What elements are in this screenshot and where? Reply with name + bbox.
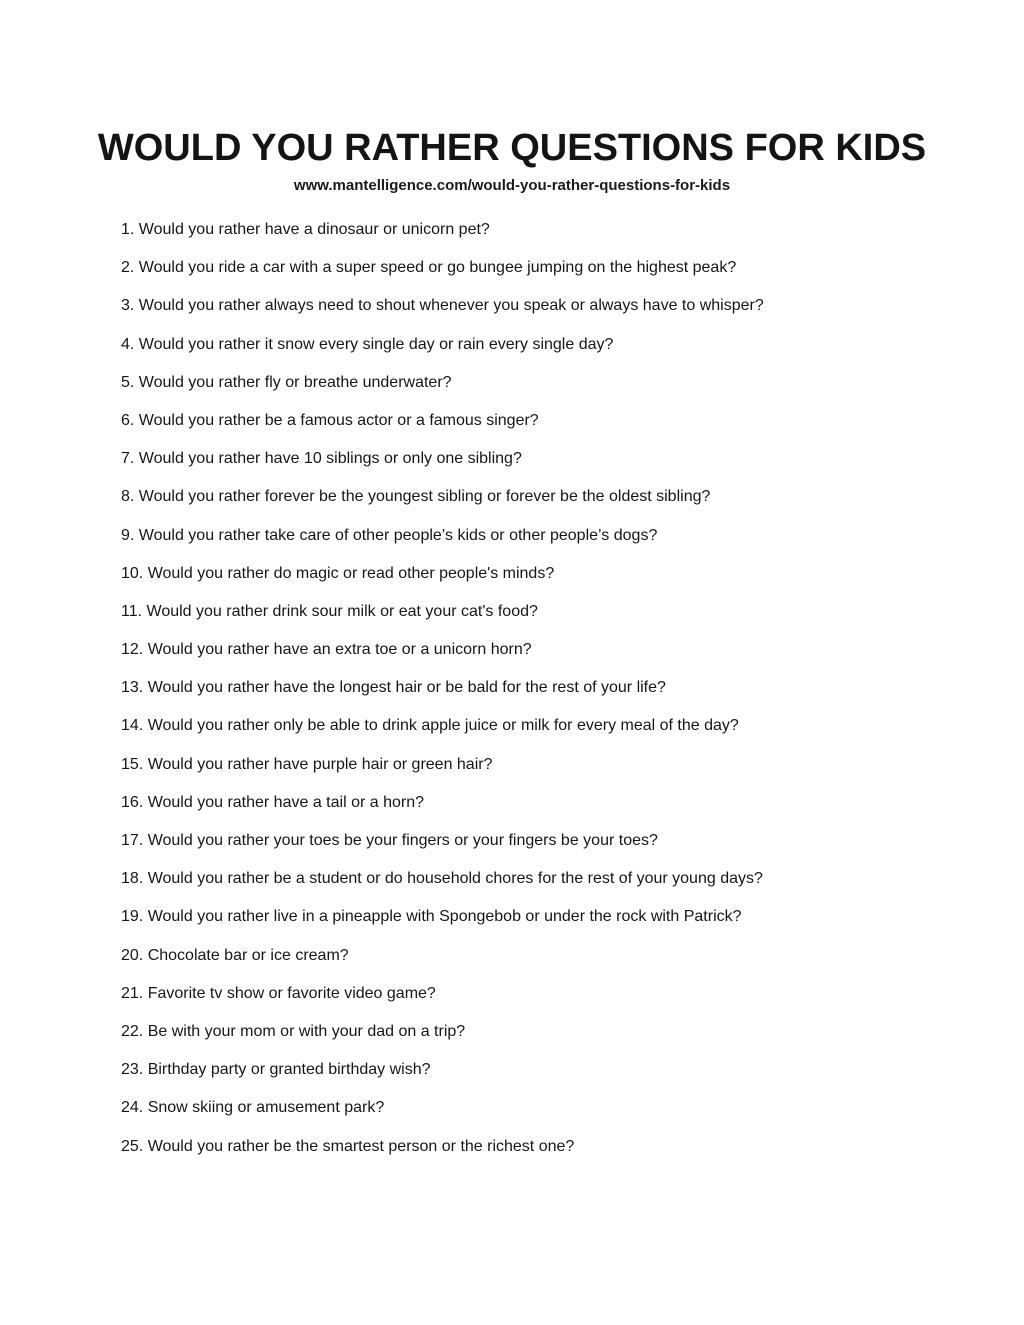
question-item: 4. Would you rather it snow every single day or rain every single day? — [121, 335, 614, 353]
question-item: 9. Would you rather take care of other people’s kids or other people’s dogs? — [121, 526, 658, 544]
question-item: 17. Would you rather your toes be your fingers or your fingers be your toes? — [121, 832, 658, 849]
question-item: 11. Would you rather drink sour milk or eat your cat's food? — [121, 602, 538, 620]
question-item: 8. Would you rather forever be the youngest sibling or forever be the oldest sibling? — [121, 488, 711, 506]
question-item: 16. Would you rather have a tail or a horn? — [121, 793, 424, 811]
question-item: 22. Be with your mom or with your dad on a trip? — [121, 1022, 466, 1040]
question-item: 1. Would you rather have a dinosaur or unicorn pet? — [121, 221, 490, 238]
question-item: 20. Chocolate bar or ice cream? — [121, 946, 349, 964]
question-item: 7. Would you rather have 10 siblings or only one sibling? — [121, 450, 522, 468]
question-list — [121, 219, 764, 1174]
question-item: 23. Birthday party or granted birthday wish? — [121, 1061, 431, 1079]
question-item: 15. Would you rather have purple hair or green hair? — [121, 755, 493, 773]
question-item: 2. Would you ride a car with a super speed or go bungee jumping on the highest peak? — [121, 259, 737, 277]
question-item: 19. Would you rather live in a pineapple with Spongebob or under the rock with Patrick? — [121, 908, 742, 926]
question-item: 3. Would you rather always need to shout whenever you speak or always have to whisper? — [121, 297, 764, 315]
question-item: 6. Would you rather be a famous actor or a famous singer? — [121, 411, 539, 429]
question-item: 24. Snow skiing or amusement park? — [121, 1099, 385, 1117]
question-item: 12. Would you rather have an extra toe or a unicorn horn? — [121, 641, 532, 659]
question-item: 10. Would you rather do magic or read other people's minds? — [121, 564, 555, 582]
question-item: 14. Would you rather only be able to drink apple juice or milk for every meal of the day? — [121, 717, 739, 735]
question-item: 25. Would you rather be the smartest person or the richest one? — [121, 1137, 575, 1155]
source-url: www.mantelligence.com/would-you-rather-questions-for-kids — [293, 177, 731, 194]
question-item: 13. Would you rather have the longest hair or be bald for the rest of your life? — [121, 679, 666, 697]
question-item: 21. Favorite tv show or favorite video game? — [121, 984, 436, 1002]
question-item: 18. Would you rather be a student or do household chores for the rest of your young days? — [121, 870, 763, 888]
page-title: WOULD YOU RATHER QUESTIONS FOR KIDS — [97, 127, 927, 169]
question-item: 5. Would you rather fly or breathe underwater? — [121, 373, 452, 391]
